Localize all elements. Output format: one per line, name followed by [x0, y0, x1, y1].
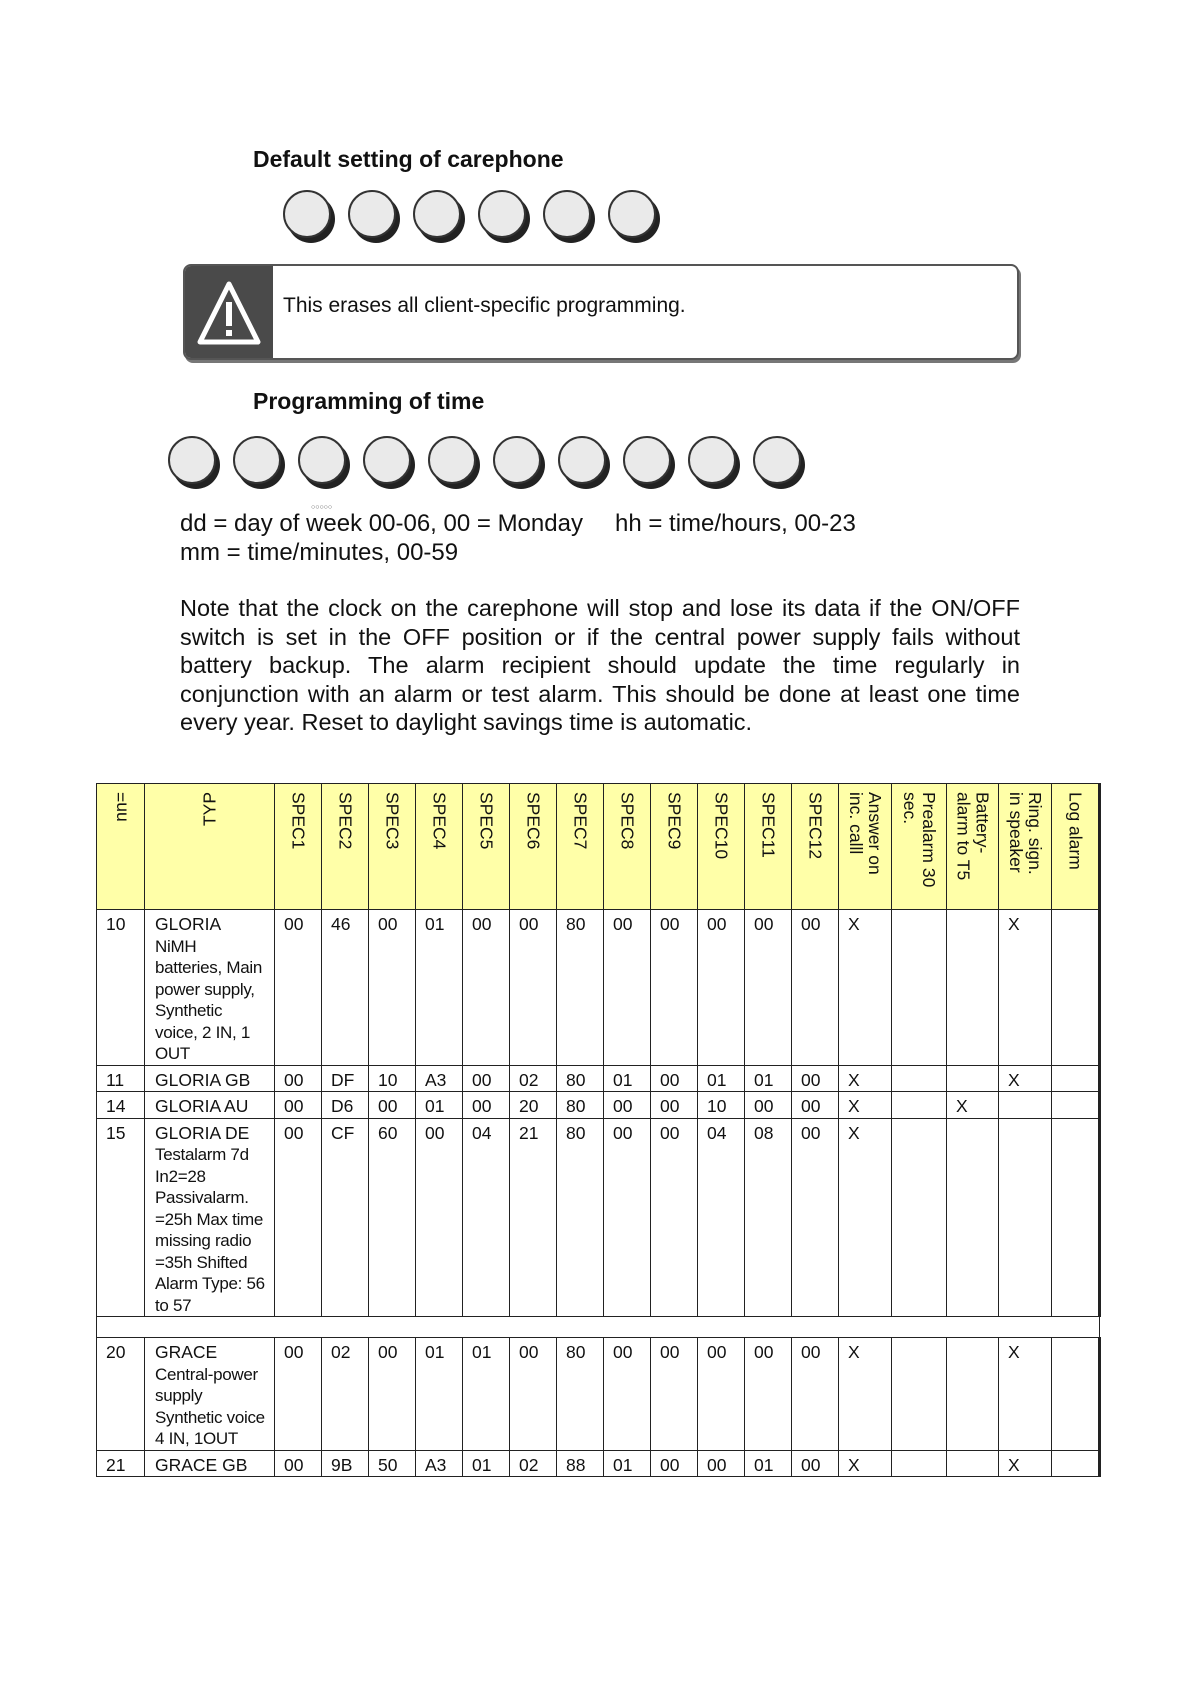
type-name: GLORIA AU — [155, 1096, 249, 1116]
spec-cell: CF — [322, 1118, 369, 1317]
ring-signal-cell: X — [999, 1338, 1052, 1451]
keypad-key — [283, 190, 331, 238]
column-header-label: SPEC10 — [711, 792, 732, 860]
type-name: GLORIA DE — [155, 1122, 250, 1143]
spec-cell: 00 — [792, 1092, 839, 1119]
column-header — [1052, 784, 1100, 910]
prealarm-cell — [892, 1065, 947, 1092]
table-row — [97, 1065, 1100, 1092]
spec-cell: 9B — [322, 1450, 369, 1477]
column-header-label: SPEC6 — [523, 792, 544, 850]
keypad-key — [233, 436, 281, 484]
spec-cell: 88 — [557, 1450, 604, 1477]
column-header-label: TYP — [199, 792, 219, 827]
mm-definition — [180, 539, 458, 567]
spec-cell: 00 — [698, 1450, 745, 1477]
battery-alarm-cell — [947, 1065, 999, 1092]
answer-cell: X — [839, 1338, 892, 1451]
column-header — [463, 784, 510, 910]
keypad-key — [608, 190, 656, 238]
row-number-cell: 14 — [97, 1092, 145, 1119]
spec-cell: 00 — [651, 1338, 698, 1451]
column-header-label: SPEC2 — [335, 792, 356, 850]
type-cell — [145, 1118, 275, 1317]
spec-cell: 80 — [557, 1118, 604, 1317]
spec-cell: 00 — [275, 1450, 322, 1477]
hh-term: hh — [615, 510, 642, 537]
battery-alarm-cell — [947, 1338, 999, 1451]
spec-cell: 00 — [275, 1338, 322, 1451]
column-header — [275, 784, 322, 910]
column-header — [947, 784, 999, 910]
ring-signal-cell — [999, 1118, 1052, 1317]
column-header — [322, 784, 369, 910]
keypad-key — [348, 190, 396, 238]
spec-cell: 00 — [698, 910, 745, 1066]
type-detail: Testalarm 7d In2=28 Passivalarm. =25h Max time missing radio =35h Shifted Alarm Type: 56 to 57 — [155, 1145, 265, 1315]
spec-cell: 01 — [416, 1338, 463, 1451]
ring-signal-cell: X — [999, 1065, 1052, 1092]
column-header — [839, 784, 892, 910]
spec-cell: 00 — [604, 910, 651, 1066]
keypad-key — [623, 436, 671, 484]
spec-cell: 00 — [369, 910, 416, 1066]
spec-cell: 00 — [792, 1450, 839, 1477]
type-name: GRACE — [155, 1342, 218, 1362]
keypad-key — [753, 436, 801, 484]
spec-cell: 04 — [698, 1118, 745, 1317]
warning-icon-panel — [185, 266, 273, 358]
spec-cell: 02 — [510, 1065, 557, 1092]
log-alarm-cell — [1052, 910, 1100, 1066]
spacer-cell — [97, 1317, 1100, 1338]
spec-cell: D6 — [322, 1092, 369, 1119]
spec-cell: 00 — [651, 1065, 698, 1092]
type-cell — [145, 1092, 275, 1119]
ring-signal-cell — [999, 1092, 1052, 1119]
spec-cell: 10 — [369, 1065, 416, 1092]
column-header-label: SPEC4 — [429, 792, 450, 850]
column-header-label: SPEC3 — [382, 792, 403, 850]
ring-signal-cell: X — [999, 910, 1052, 1066]
spec-cell: 00 — [369, 1092, 416, 1119]
spec-cell: 00 — [275, 910, 322, 1066]
spec-cell: 00 — [275, 1118, 322, 1317]
spec-cell: 01 — [745, 1450, 792, 1477]
spec-cell: A3 — [416, 1065, 463, 1092]
row-number-cell: 21 — [97, 1450, 145, 1477]
keypad-key — [688, 436, 736, 484]
log-alarm-cell — [1052, 1065, 1100, 1092]
type-cell — [145, 910, 275, 1066]
warning-text: This erases all client-specific programming. — [283, 294, 686, 317]
spec-cell: 00 — [792, 1338, 839, 1451]
column-header-label: SPEC9 — [664, 792, 685, 850]
spec-cell: 00 — [745, 1338, 792, 1451]
spec-cell: 01 — [416, 910, 463, 1066]
spec-cell: 21 — [510, 1118, 557, 1317]
log-alarm-cell — [1052, 1450, 1100, 1477]
spec-cell: 00 — [651, 910, 698, 1066]
battery-alarm-cell — [947, 1450, 999, 1477]
spec-cell: 02 — [322, 1338, 369, 1451]
battery-alarm-cell — [947, 910, 999, 1066]
spec-cell: 10 — [698, 1092, 745, 1119]
keypad-key — [363, 436, 411, 484]
keypad-key — [298, 436, 346, 484]
row-number-cell: 11 — [97, 1065, 145, 1092]
column-header-label: SPEC7 — [570, 792, 591, 850]
prealarm-cell — [892, 1118, 947, 1317]
type-name: GRACE GB — [155, 1454, 248, 1475]
type-cell — [145, 1065, 275, 1092]
column-header — [369, 784, 416, 910]
spec-cell: 00 — [369, 1338, 416, 1451]
column-header — [97, 784, 145, 910]
spec-cell: 00 — [651, 1450, 698, 1477]
column-header — [145, 784, 275, 910]
spec-cell: 80 — [557, 1065, 604, 1092]
spec-cell: DF — [322, 1065, 369, 1092]
column-header-label: SPEC8 — [617, 792, 638, 850]
dd-term: dd — [180, 510, 207, 537]
battery-alarm-cell: X — [947, 1092, 999, 1119]
column-header-label: SPEC12 — [805, 792, 826, 860]
mm-term: mm — [180, 539, 220, 566]
column-header-label: Battery- alarm to T5 — [953, 792, 993, 881]
ring-signal-cell: X — [999, 1450, 1052, 1477]
column-header — [416, 784, 463, 910]
column-header-label: nn= — [110, 792, 130, 822]
table-row — [97, 1118, 1100, 1317]
type-detail: NiMH batteries, Main power supply, Synthetic voice, 2 IN, 1 OUT — [155, 936, 262, 1063]
keypad-key — [428, 436, 476, 484]
keypad-key — [558, 436, 606, 484]
warning-box — [183, 264, 1019, 360]
table-row — [97, 1338, 1100, 1451]
spec-cell: 46 — [322, 910, 369, 1066]
log-alarm-cell — [1052, 1338, 1100, 1451]
answer-cell: X — [839, 1092, 892, 1119]
programming-time-title: Programming of time — [253, 388, 485, 414]
spec-cell: 00 — [275, 1065, 322, 1092]
prealarm-cell — [892, 910, 947, 1066]
spec-cell: 08 — [745, 1118, 792, 1317]
spec-cell: 02 — [510, 1450, 557, 1477]
keypad-key — [168, 436, 216, 484]
battery-alarm-cell — [947, 1118, 999, 1317]
answer-cell: X — [839, 1118, 892, 1317]
spec-cell: 00 — [416, 1118, 463, 1317]
spec-cell: 00 — [792, 1118, 839, 1317]
spec-cell: 00 — [745, 1092, 792, 1119]
clock-note-paragraph: Note that the clock on the carephone will stop and lose its data if the ON/OFF switch is set in the OFF position or if the central power supply fails without battery backup. The alarm recipient should update the time regularly in conjunction with an alarm or test alarm. This should be done at least one time every year. Reset to daylight savings time is automatic. — [180, 595, 1020, 735]
column-header — [604, 784, 651, 910]
type-detail: Central-power supply Synthetic voice 4 IN, 1OUT — [155, 1364, 265, 1448]
spec-cell: 01 — [463, 1338, 510, 1451]
table-header-row — [97, 784, 1100, 910]
keypad-key — [413, 190, 461, 238]
column-header — [510, 784, 557, 910]
spec-cell: 01 — [745, 1065, 792, 1092]
prealarm-cell — [892, 1092, 947, 1119]
table-row — [97, 910, 1100, 1066]
column-header — [745, 784, 792, 910]
type-name: GLORIA GB — [155, 1069, 251, 1090]
spec-cell: 01 — [463, 1450, 510, 1477]
column-header-label: Ring. sign. in speaker — [1006, 792, 1045, 875]
keypad-key — [543, 190, 591, 238]
spec-cell: 80 — [557, 910, 604, 1066]
row-number-cell: 20 — [97, 1338, 145, 1451]
spec-cell: 00 — [463, 1092, 510, 1119]
spec-cell: 00 — [651, 1118, 698, 1317]
spec-cell: 01 — [604, 1065, 651, 1092]
keypad-key — [478, 190, 526, 238]
column-header-label: SPEC11 — [758, 792, 779, 858]
type-cell — [145, 1338, 275, 1451]
spec-cell: 00 — [463, 910, 510, 1066]
hh-definition — [615, 510, 856, 538]
spec-cell: 00 — [651, 1092, 698, 1119]
spec-cell: 20 — [510, 1092, 557, 1119]
column-header-label: Answer on inc. calll — [846, 792, 885, 875]
prealarm-cell — [892, 1450, 947, 1477]
column-header-label: Prealarm 30 sec. — [900, 792, 939, 888]
type-name: GLORIA — [155, 914, 222, 934]
table-spacer-row — [97, 1317, 1100, 1338]
type-cell — [145, 1450, 275, 1477]
spec-cell: 80 — [557, 1092, 604, 1119]
spec-cell: 00 — [463, 1065, 510, 1092]
spec-cell: 00 — [510, 910, 557, 1066]
answer-cell: X — [839, 1450, 892, 1477]
mm-description: = time/minutes, 00-59 — [219, 539, 459, 566]
column-header-label: SPEC1 — [288, 792, 309, 850]
spec-cell: 00 — [604, 1118, 651, 1317]
spec-cell: 01 — [416, 1092, 463, 1119]
keypad-key — [493, 436, 541, 484]
column-header — [792, 784, 839, 910]
warning-triangle-icon — [197, 280, 261, 346]
specification-table — [96, 783, 1101, 1477]
dd-description: = day of week 00-06, 00 = Monday — [206, 510, 583, 537]
spec-cell: 04 — [463, 1118, 510, 1317]
row-number-cell: 15 — [97, 1118, 145, 1317]
table-row — [97, 1092, 1100, 1119]
spec-cell: 01 — [604, 1450, 651, 1477]
spec-cell: 00 — [510, 1338, 557, 1451]
tiny-marker: ○○○○○ — [311, 504, 333, 511]
column-header — [698, 784, 745, 910]
column-header-label: Log alarm — [1065, 792, 1086, 870]
column-header — [651, 784, 698, 910]
spec-cell: 80 — [557, 1338, 604, 1451]
column-header-label: SPEC5 — [476, 792, 497, 850]
spec-cell: 00 — [275, 1092, 322, 1119]
dd-definition — [180, 510, 583, 538]
spec-cell: 00 — [604, 1092, 651, 1119]
spec-cell: 00 — [792, 1065, 839, 1092]
column-header — [892, 784, 947, 910]
spec-cell: 00 — [604, 1338, 651, 1451]
default-setting-title: Default setting of carephone — [253, 146, 564, 172]
log-alarm-cell — [1052, 1118, 1100, 1317]
column-header — [557, 784, 604, 910]
spec-cell: 01 — [698, 1065, 745, 1092]
table-row — [97, 1450, 1100, 1477]
spec-cell: 00 — [792, 910, 839, 1066]
log-alarm-cell — [1052, 1092, 1100, 1119]
answer-cell: X — [839, 1065, 892, 1092]
row-number-cell: 10 — [97, 910, 145, 1066]
column-header — [999, 784, 1052, 910]
answer-cell: X — [839, 910, 892, 1066]
spec-cell: 60 — [369, 1118, 416, 1317]
spec-cell: 50 — [369, 1450, 416, 1477]
spec-cell: A3 — [416, 1450, 463, 1477]
spec-cell: 00 — [698, 1338, 745, 1451]
prealarm-cell — [892, 1338, 947, 1451]
spec-cell: 00 — [745, 910, 792, 1066]
hh-description: = time/hours, 00-23 — [641, 510, 856, 537]
